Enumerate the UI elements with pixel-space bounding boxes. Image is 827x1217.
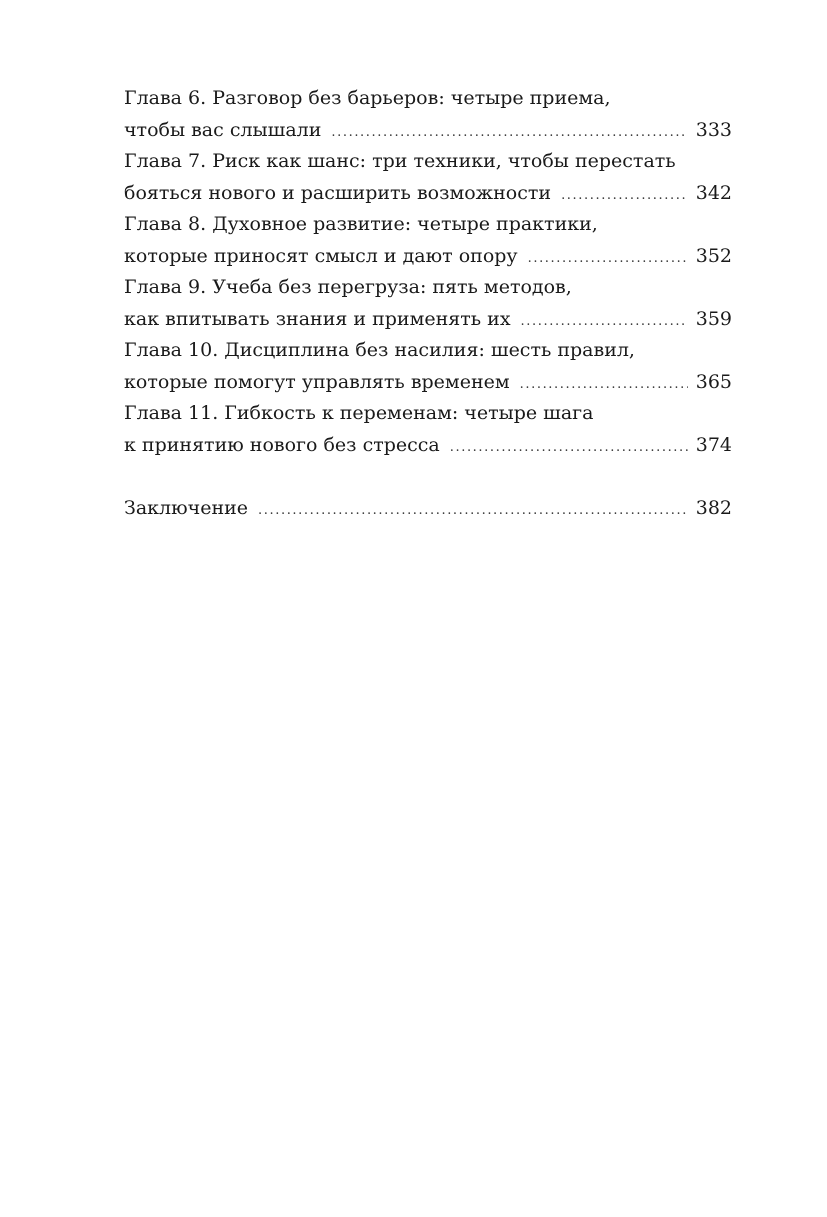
page-number: 359 bbox=[695, 307, 732, 330]
toc-entry-title-end: которые приносят смысл и дают опору bbox=[124, 244, 518, 267]
dot-leader bbox=[258, 495, 688, 527]
toc-entry-title-end: которые помогут управлять временем bbox=[124, 370, 510, 393]
dot-leader bbox=[561, 180, 688, 212]
toc-entry-title-line bbox=[124, 430, 732, 462]
section-spacer bbox=[124, 461, 732, 493]
toc-entry-title-end: бояться нового и расширить возможности bbox=[124, 181, 552, 204]
toc-entry-title-line: Глава 7. Риск как шанс: три техники, чтобы перестать bbox=[124, 150, 676, 172]
toc-entry-title-line bbox=[124, 493, 732, 525]
page-number: 342 bbox=[695, 181, 732, 204]
toc-entry-title-line: Глава 9. Учеба без перегруза: пять методов, bbox=[124, 276, 572, 298]
toc-entry-title-line bbox=[124, 304, 732, 336]
toc-entry-title-line: Глава 8. Духовное развитие: четыре практики, bbox=[124, 213, 598, 235]
page-number: 374 bbox=[695, 433, 732, 456]
toc-entry-title-line bbox=[124, 178, 732, 210]
table-of-contents bbox=[124, 83, 732, 524]
page-number: 382 bbox=[695, 496, 732, 519]
toc-entry-chapter-10 bbox=[124, 335, 732, 398]
dot-leader bbox=[331, 117, 687, 149]
toc-entry-chapter-8 bbox=[124, 209, 732, 272]
toc-entry-chapter-11 bbox=[124, 398, 732, 461]
dot-leader bbox=[450, 432, 688, 464]
toc-entry-chapter-6 bbox=[124, 83, 732, 146]
dot-leader bbox=[520, 369, 688, 401]
page-number: 365 bbox=[695, 370, 732, 393]
page-number: 352 bbox=[695, 244, 732, 267]
toc-entry-title-line: Глава 10. Дисциплина без насилия: шесть правил, bbox=[124, 339, 635, 361]
toc-entry-title-line: Глава 6. Разговор без барьеров: четыре приема, bbox=[124, 87, 611, 109]
toc-entry-title-line bbox=[124, 367, 732, 399]
toc-entry-title: Заключение bbox=[124, 496, 249, 519]
dot-leader bbox=[521, 306, 688, 338]
toc-entry-title-end: чтобы вас слышали bbox=[124, 118, 322, 141]
page-number: 333 bbox=[695, 118, 732, 141]
toc-entry-title-end: к принятию нового без стресса bbox=[124, 433, 440, 456]
dot-leader bbox=[528, 243, 688, 275]
toc-entry-title-end: как впитывать знания и применять их bbox=[124, 307, 511, 330]
toc-entry-title-line: Глава 11. Гибкость к переменам: четыре шага bbox=[124, 402, 594, 424]
toc-entry-conclusion bbox=[124, 493, 732, 525]
toc-entry-title-line bbox=[124, 115, 732, 147]
toc-entry-chapter-9 bbox=[124, 272, 732, 335]
toc-entry-chapter-7 bbox=[124, 146, 732, 209]
toc-entry-title-line bbox=[124, 241, 732, 273]
